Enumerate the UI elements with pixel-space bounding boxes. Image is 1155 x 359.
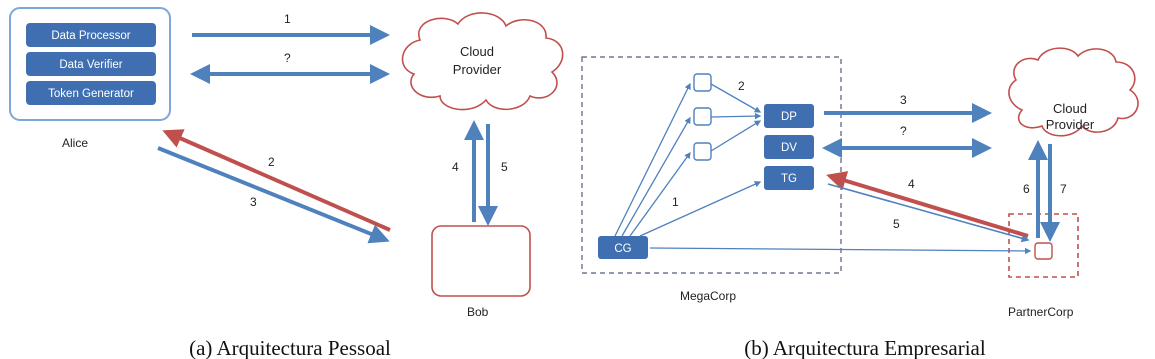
caption-a: (a) Arquitectura Pessoal: [189, 336, 391, 359]
alice-device: [10, 8, 170, 120]
cloud-provider-b: [1009, 48, 1138, 136]
tg-label: TG: [781, 173, 797, 185]
arrow-5-label-b: 5: [893, 217, 900, 231]
cloud-b-label-line1: Cloud: [1053, 101, 1087, 116]
arrow-cg-node1: [615, 84, 690, 236]
arrow-3-label-b: 3: [900, 93, 907, 107]
token-generator-box: [26, 81, 156, 105]
arrow-cg-node3: [630, 153, 690, 236]
bob-label: Bob: [467, 305, 489, 319]
arrow-4-label: 4: [452, 160, 459, 174]
dv-label: DV: [781, 142, 797, 154]
arrow-3-label: 3: [250, 195, 257, 209]
arrow-4-label-b: 4: [908, 177, 915, 191]
cloud-label-line2: Provider: [452, 62, 502, 77]
arrow-cg-tg: [640, 182, 760, 236]
arrow-cg-partner: [650, 248, 1030, 251]
token-generator-label: Token Generator: [48, 88, 134, 100]
arrow-2-label-b: 2: [738, 79, 745, 93]
data-verifier-box: [26, 52, 156, 76]
node-2: [694, 108, 711, 125]
arrow-1-label-b: 1: [672, 195, 679, 209]
data-processor-box: [26, 23, 156, 47]
arrow-node3-dp: [711, 121, 760, 151]
bob-device: [432, 226, 530, 296]
arrow-6-label-b: 6: [1023, 182, 1030, 196]
dp-label: DP: [781, 111, 797, 123]
cg-box: [598, 236, 648, 259]
arrow-q-label-b: ?: [900, 124, 907, 138]
cloud-b-label-line2: Provider: [1045, 117, 1095, 132]
data-processor-label: Data Processor: [51, 30, 131, 42]
cloud-provider-a: [403, 13, 563, 110]
dv-box: [764, 135, 814, 159]
arrow-q-label: ?: [284, 51, 291, 65]
partner-node: [1035, 243, 1052, 259]
dp-box: [764, 104, 814, 128]
arrow-2-label: 2: [268, 155, 275, 169]
data-verifier-label: Data Verifier: [59, 59, 123, 71]
cg-label: CG: [614, 243, 632, 255]
arrow-5-b: [828, 184, 1028, 240]
arrow-node2-dp: [711, 116, 760, 117]
arrow-7-label-b: 7: [1060, 182, 1067, 196]
arrow-node1-dp: [711, 84, 760, 112]
partnercorp-label: PartnerCorp: [1008, 305, 1074, 319]
arrow-5-label: 5: [501, 160, 508, 174]
arrow-2: [166, 132, 390, 230]
alice-label: Alice: [62, 136, 89, 150]
arrow-4-b: [830, 176, 1028, 236]
tg-box: [764, 166, 814, 190]
arrow-1-label: 1: [284, 12, 291, 26]
node-1: [694, 74, 711, 91]
caption-b: (b) Arquitectura Empresarial: [744, 336, 986, 359]
node-3: [694, 143, 711, 160]
cloud-label-line1: Cloud: [460, 44, 494, 59]
megacorp-label: MegaCorp: [680, 289, 737, 303]
